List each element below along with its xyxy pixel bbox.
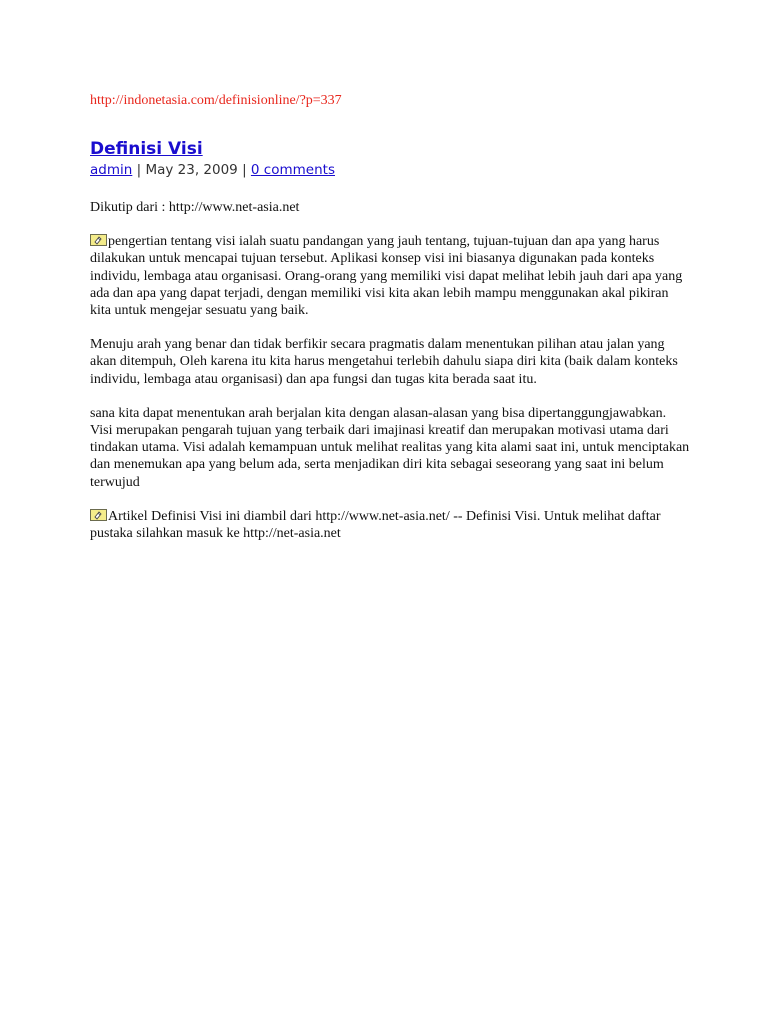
- paragraph-source: Dikutip dari : http://www.net-asia.net: [90, 200, 300, 215]
- document-page: [90, 92, 690, 559]
- quote-note-icon: [90, 234, 107, 246]
- paragraph-direction: Menuju arah yang benar dan tidak berfikir secara pragmatis dalam menentukan pilihan atau jalan yang akan ditempuh, Oleh karena itu kita harus mengetahui terlebih dahulu siapa diri kita (baik dalam konteks individu, lembaga atau organisasi) dan apa fungsi dan tugas kita berada saat itu.: [90, 337, 678, 387]
- comments-link[interactable]: 0 comments: [250, 162, 335, 178]
- meta-separator: |: [237, 162, 251, 178]
- meta-separator: |: [132, 162, 146, 178]
- paragraph-credit: [90, 508, 690, 542]
- quote-note-icon: [90, 509, 107, 521]
- paragraph-definition-text: pengertian tentang visi ialah suatu pandangan yang jauh tentang, tujuan-tujuan dan apa yang harus dilakukan untuk mencapai tujuan tersebut. Aplikasi konsep visi ini biasanya digunakan pada konteks individu, lembaga atau organisasi. Orang-orang yang memiliki visi dapat melihat lebih jauh dari apa yang ada dan apa yang dapat terjadi, dengan memiliki visi kita akan lebih mampu menggunakan akal pikiran kita untuk mengejar sesuatu yang baik.: [90, 234, 683, 319]
- author-link[interactable]: admin: [90, 162, 133, 178]
- paragraph-credit-text: Artikel Definisi Visi ini diambil dari http://www.net-asia.net/ -- Definisi Visi. Untuk melihat daftar pustaka silahkan masuk ke http://net-asia.net: [90, 508, 661, 542]
- paragraph-definition: [90, 233, 690, 319]
- source-url: http://indonetasia.com/definisionline/?p=337: [90, 93, 342, 108]
- post-meta: [90, 161, 690, 179]
- post-date: May 23, 2009: [145, 162, 238, 178]
- post-title[interactable]: Definisi Visi: [90, 139, 203, 159]
- paragraph-vision-role: sana kita dapat menentukan arah berjalan kita dengan alasan-alasan yang bisa dipertanggungjawabkan. Visi merupakan pengarah tujuan yang terbaik dari imajinasi kreatif dan merupakan motivasi utama dari tindakan utama. Visi adalah kemampuan untuk melihat realitas yang kita alami saat ini, untuk menciptakan dan menemukan apa yang belum ada, serta menjadikan diri kita sebagai seseorang yang saat ini belum terwujud: [90, 405, 690, 490]
